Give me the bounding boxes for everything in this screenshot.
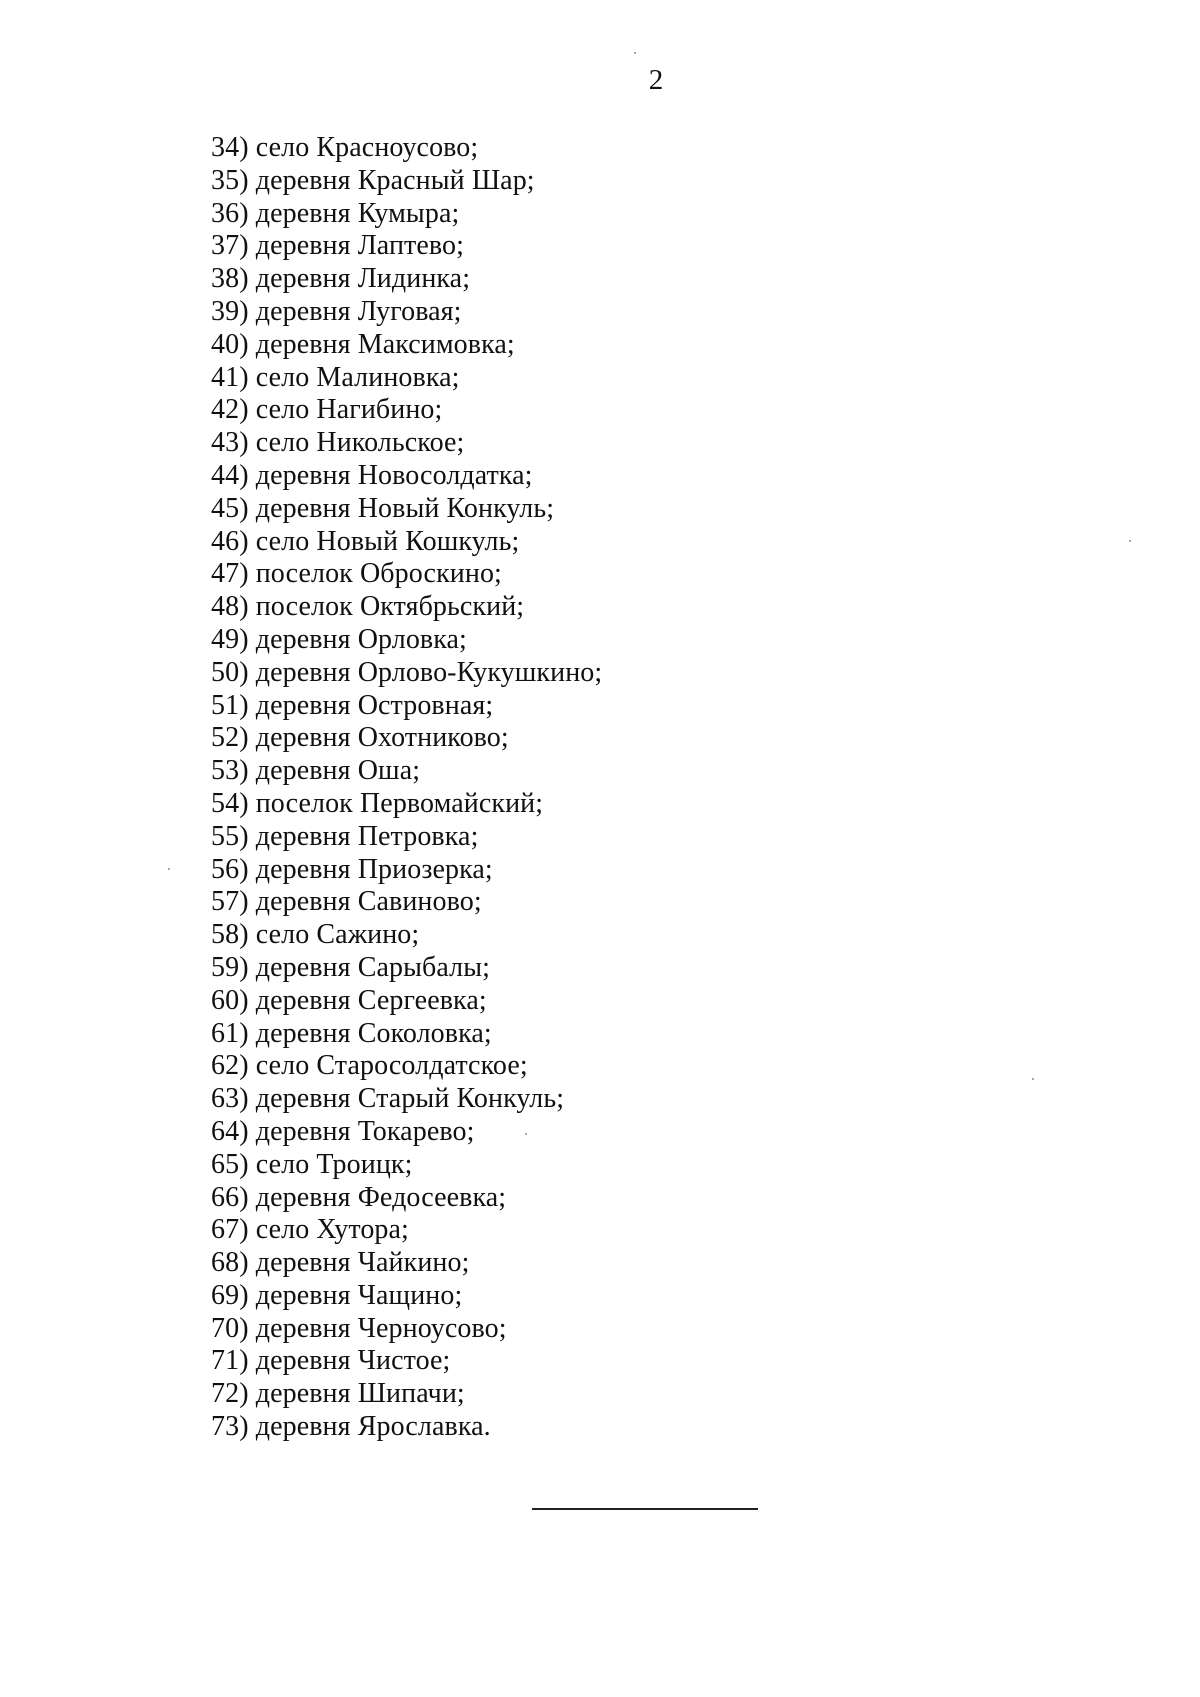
settlement-list bbox=[211, 132, 602, 1444]
list-item: 47) поселок Оброскино; bbox=[211, 558, 502, 590]
list-item: 61) деревня Соколовка; bbox=[211, 1017, 492, 1049]
list-item: 50) деревня Орлово-Кукушкино; bbox=[211, 656, 603, 688]
list-item: 71) деревня Чистое; bbox=[211, 1345, 451, 1377]
list-item: 67) село Хутора; bbox=[211, 1214, 409, 1246]
list-item: 64) деревня Токарево; bbox=[211, 1115, 475, 1147]
list-item: 51) деревня Островная; bbox=[211, 689, 494, 721]
list-item: 41) село Малиновка; bbox=[211, 361, 460, 393]
scan-speck bbox=[1032, 1078, 1034, 1080]
list-item: 54) поселок Первомайский; bbox=[211, 787, 544, 819]
list-item: 68) деревня Чайкино; bbox=[211, 1247, 470, 1279]
list-item: 60) деревня Сергеевка; bbox=[211, 984, 487, 1016]
list-item: 46) село Новый Кошкуль; bbox=[211, 525, 520, 557]
list-item: 49) деревня Орловка; bbox=[211, 623, 467, 655]
list-item: 42) село Нагибино; bbox=[211, 394, 443, 426]
scan-speck bbox=[1129, 540, 1131, 542]
list-item: 45) деревня Новый Конкуль; bbox=[211, 492, 555, 524]
scan-speck bbox=[525, 1133, 527, 1135]
list-item: 39) деревня Луговая; bbox=[211, 295, 462, 327]
list-item: 37) деревня Лаптево; bbox=[211, 230, 465, 262]
end-rule bbox=[532, 1508, 758, 1510]
list-item: 69) деревня Чащино; bbox=[211, 1279, 463, 1311]
scan-speck bbox=[634, 52, 636, 54]
list-item: 66) деревня Федосеевка; bbox=[211, 1181, 507, 1213]
list-item: 48) поселок Октябрьский; bbox=[211, 591, 525, 623]
list-item: 63) деревня Старый Конкуль; bbox=[211, 1083, 565, 1115]
list-item: 55) деревня Петровка; bbox=[211, 820, 479, 852]
list-item: 36) деревня Кумыра; bbox=[211, 197, 460, 229]
list-item: 52) деревня Охотниково; bbox=[211, 722, 509, 754]
list-item: 40) деревня Максимовка; bbox=[211, 328, 515, 360]
list-item: 70) деревня Черноусово; bbox=[211, 1312, 507, 1344]
list-item: 34) село Красноусово; bbox=[211, 132, 479, 163]
list-item: 57) деревня Савиново; bbox=[211, 886, 482, 918]
list-item: 72) деревня Шипачи; bbox=[211, 1378, 465, 1410]
list-item: 53) деревня Оша; bbox=[211, 755, 421, 787]
list-item: 73) деревня Ярославка. bbox=[211, 1411, 491, 1443]
list-item: 35) деревня Красный Шар; bbox=[211, 164, 535, 196]
list-item: 56) деревня Приозерка; bbox=[211, 853, 493, 885]
list-item: 44) деревня Новосолдатка; bbox=[211, 459, 533, 491]
scan-speck bbox=[168, 868, 170, 870]
list-item: 62) село Старосолдатское; bbox=[211, 1050, 528, 1082]
list-item: 58) село Сажино; bbox=[211, 919, 420, 951]
list-item: 59) деревня Сарыбалы; bbox=[211, 951, 491, 983]
page-number: 2 bbox=[648, 64, 664, 96]
list-item: 65) село Троицк; bbox=[211, 1148, 413, 1180]
list-item: 43) село Никольское; bbox=[211, 427, 465, 459]
list-item: 38) деревня Лидинка; bbox=[211, 263, 471, 295]
